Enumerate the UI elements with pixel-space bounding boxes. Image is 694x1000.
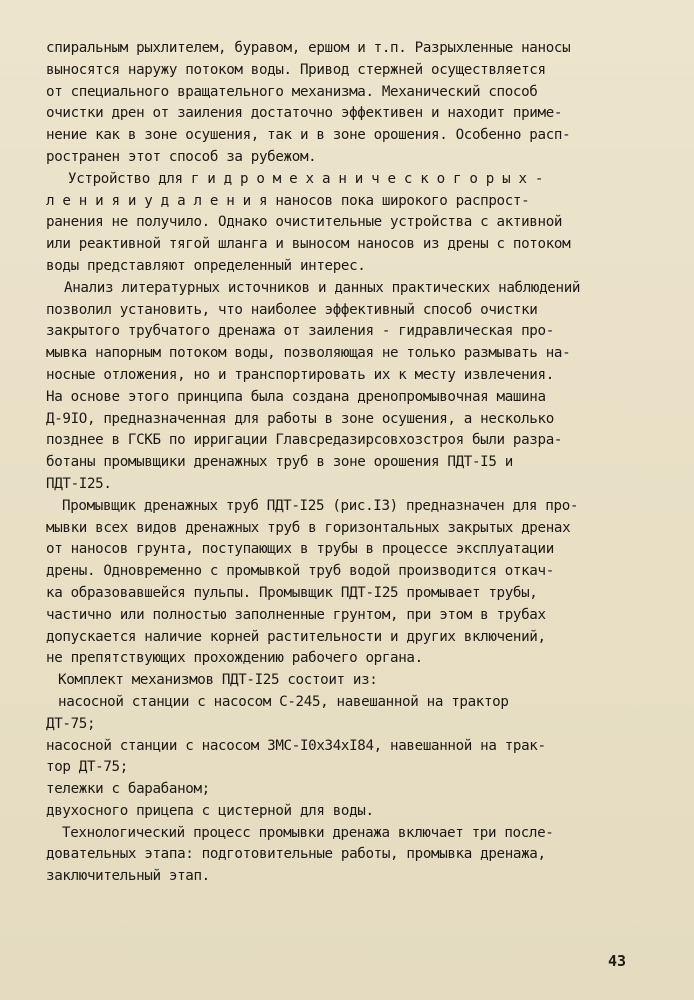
text-line: ботаны промывщики дренажных труб в зоне орошения ПДТ-I5 и bbox=[46, 454, 513, 471]
text-line: ранения не получило. Однако очистительные устройства с активной bbox=[46, 214, 563, 231]
text-line: закрытого трубчатого дренажа от заиления - гидравлическая про- bbox=[46, 323, 554, 340]
text-line: ДТ-75; bbox=[46, 715, 96, 732]
text-line: Промывщик дренажных труб ПДТ-I25 (рис.I3) предназначен для про- bbox=[62, 497, 579, 514]
text-line: спиральным рыхлителем, буравом, ершом и т.п. Разрыхленные наносы bbox=[46, 40, 571, 56]
text-line: довательных этапа: подготовительные работы, промывка дренажа, bbox=[46, 846, 546, 863]
text-line: насосной станции с насосом ЗМС-I0х34хI84, навешанной на трак- bbox=[46, 737, 546, 754]
text-line: ространен этот способ за рубежом. bbox=[46, 148, 317, 165]
text-line: очистки дрен от заиления достаточно эффективен и находит приме- bbox=[46, 105, 563, 122]
text-line: тележки с барабаном; bbox=[46, 781, 210, 798]
text-line: ПДТ-I25. bbox=[46, 475, 112, 492]
text-line: тор ДТ-75; bbox=[46, 759, 128, 776]
text-line: не препятствующих прохождению рабочего органа. bbox=[46, 650, 423, 667]
text-line: выносятся наружу потоком воды. Привод стержней осуществляется bbox=[46, 61, 546, 78]
text-line: заключительный этап. bbox=[46, 868, 210, 885]
text-line: дрены. Одновременно с промывкой труб водой производится откач- bbox=[46, 563, 554, 580]
text-line: Д-9IO, предназначенная для работы в зоне осушения, а несколько bbox=[46, 410, 554, 427]
text-line: носные отложения, но и транспортировать их к месту извлечения. bbox=[46, 366, 554, 383]
text-line: ка образовавшейся пульпы. Промывщик ПДТ-I25 промывает трубы, bbox=[46, 584, 538, 601]
body-text bbox=[46, 38, 662, 888]
text-line: мывки всех видов дренажных труб в горизонтальных закрытых дренах bbox=[46, 519, 571, 536]
page-number: 43 bbox=[608, 952, 627, 970]
text-line: На основе этого принципа была создана дренопромывочная машина bbox=[46, 388, 546, 405]
text-line: воды представляют определенный интерес. bbox=[46, 257, 366, 274]
text-line: л е н и я и у д а л е н и я наносов пока широкого распрост- bbox=[46, 192, 530, 209]
text-line: частично или полностью заполненные грунтом, при этом в трубах bbox=[46, 606, 546, 623]
text-line: насосной станции с насосом С-245, навешанной на трактор bbox=[58, 693, 509, 710]
text-line: двухосного прицепа с цистерной для воды. bbox=[46, 802, 374, 819]
text-line: мывка напорным потоком воды, позволяющая не только размывать на- bbox=[46, 345, 571, 362]
text-line: от специального вращательного механизма. Механический способ bbox=[46, 83, 538, 100]
text-line: Комплект механизмов ПДТ-I25 состоит из: bbox=[58, 672, 378, 689]
text-line: от наносов грунта, поступающих в трубы в процессе эксплуатации bbox=[46, 541, 554, 558]
text-line: Устройство для г и д р о м е х а н и ч е с к о г о р ы х - bbox=[68, 170, 544, 187]
text-line: нение как в зоне осушения, так и в зоне орошения. Особенно расп- bbox=[46, 127, 571, 144]
text-line: позднее в ГСКБ по ирригации Главсредазирсовхозстроя были разра- bbox=[46, 432, 563, 449]
text-line: Анализ литературных источников и данных практических наблюдений bbox=[64, 279, 581, 296]
text-line: или реактивной тягой шланга и выносом наносов из дрены с потоком bbox=[46, 236, 571, 253]
text-line: позволил установить, что наиболее эффективный способ очистки bbox=[46, 301, 538, 318]
text-line: Технологический процесс промывки дренажа включает три после- bbox=[62, 824, 554, 841]
text-line: допускается наличие корней растительности и других включений, bbox=[46, 628, 546, 645]
